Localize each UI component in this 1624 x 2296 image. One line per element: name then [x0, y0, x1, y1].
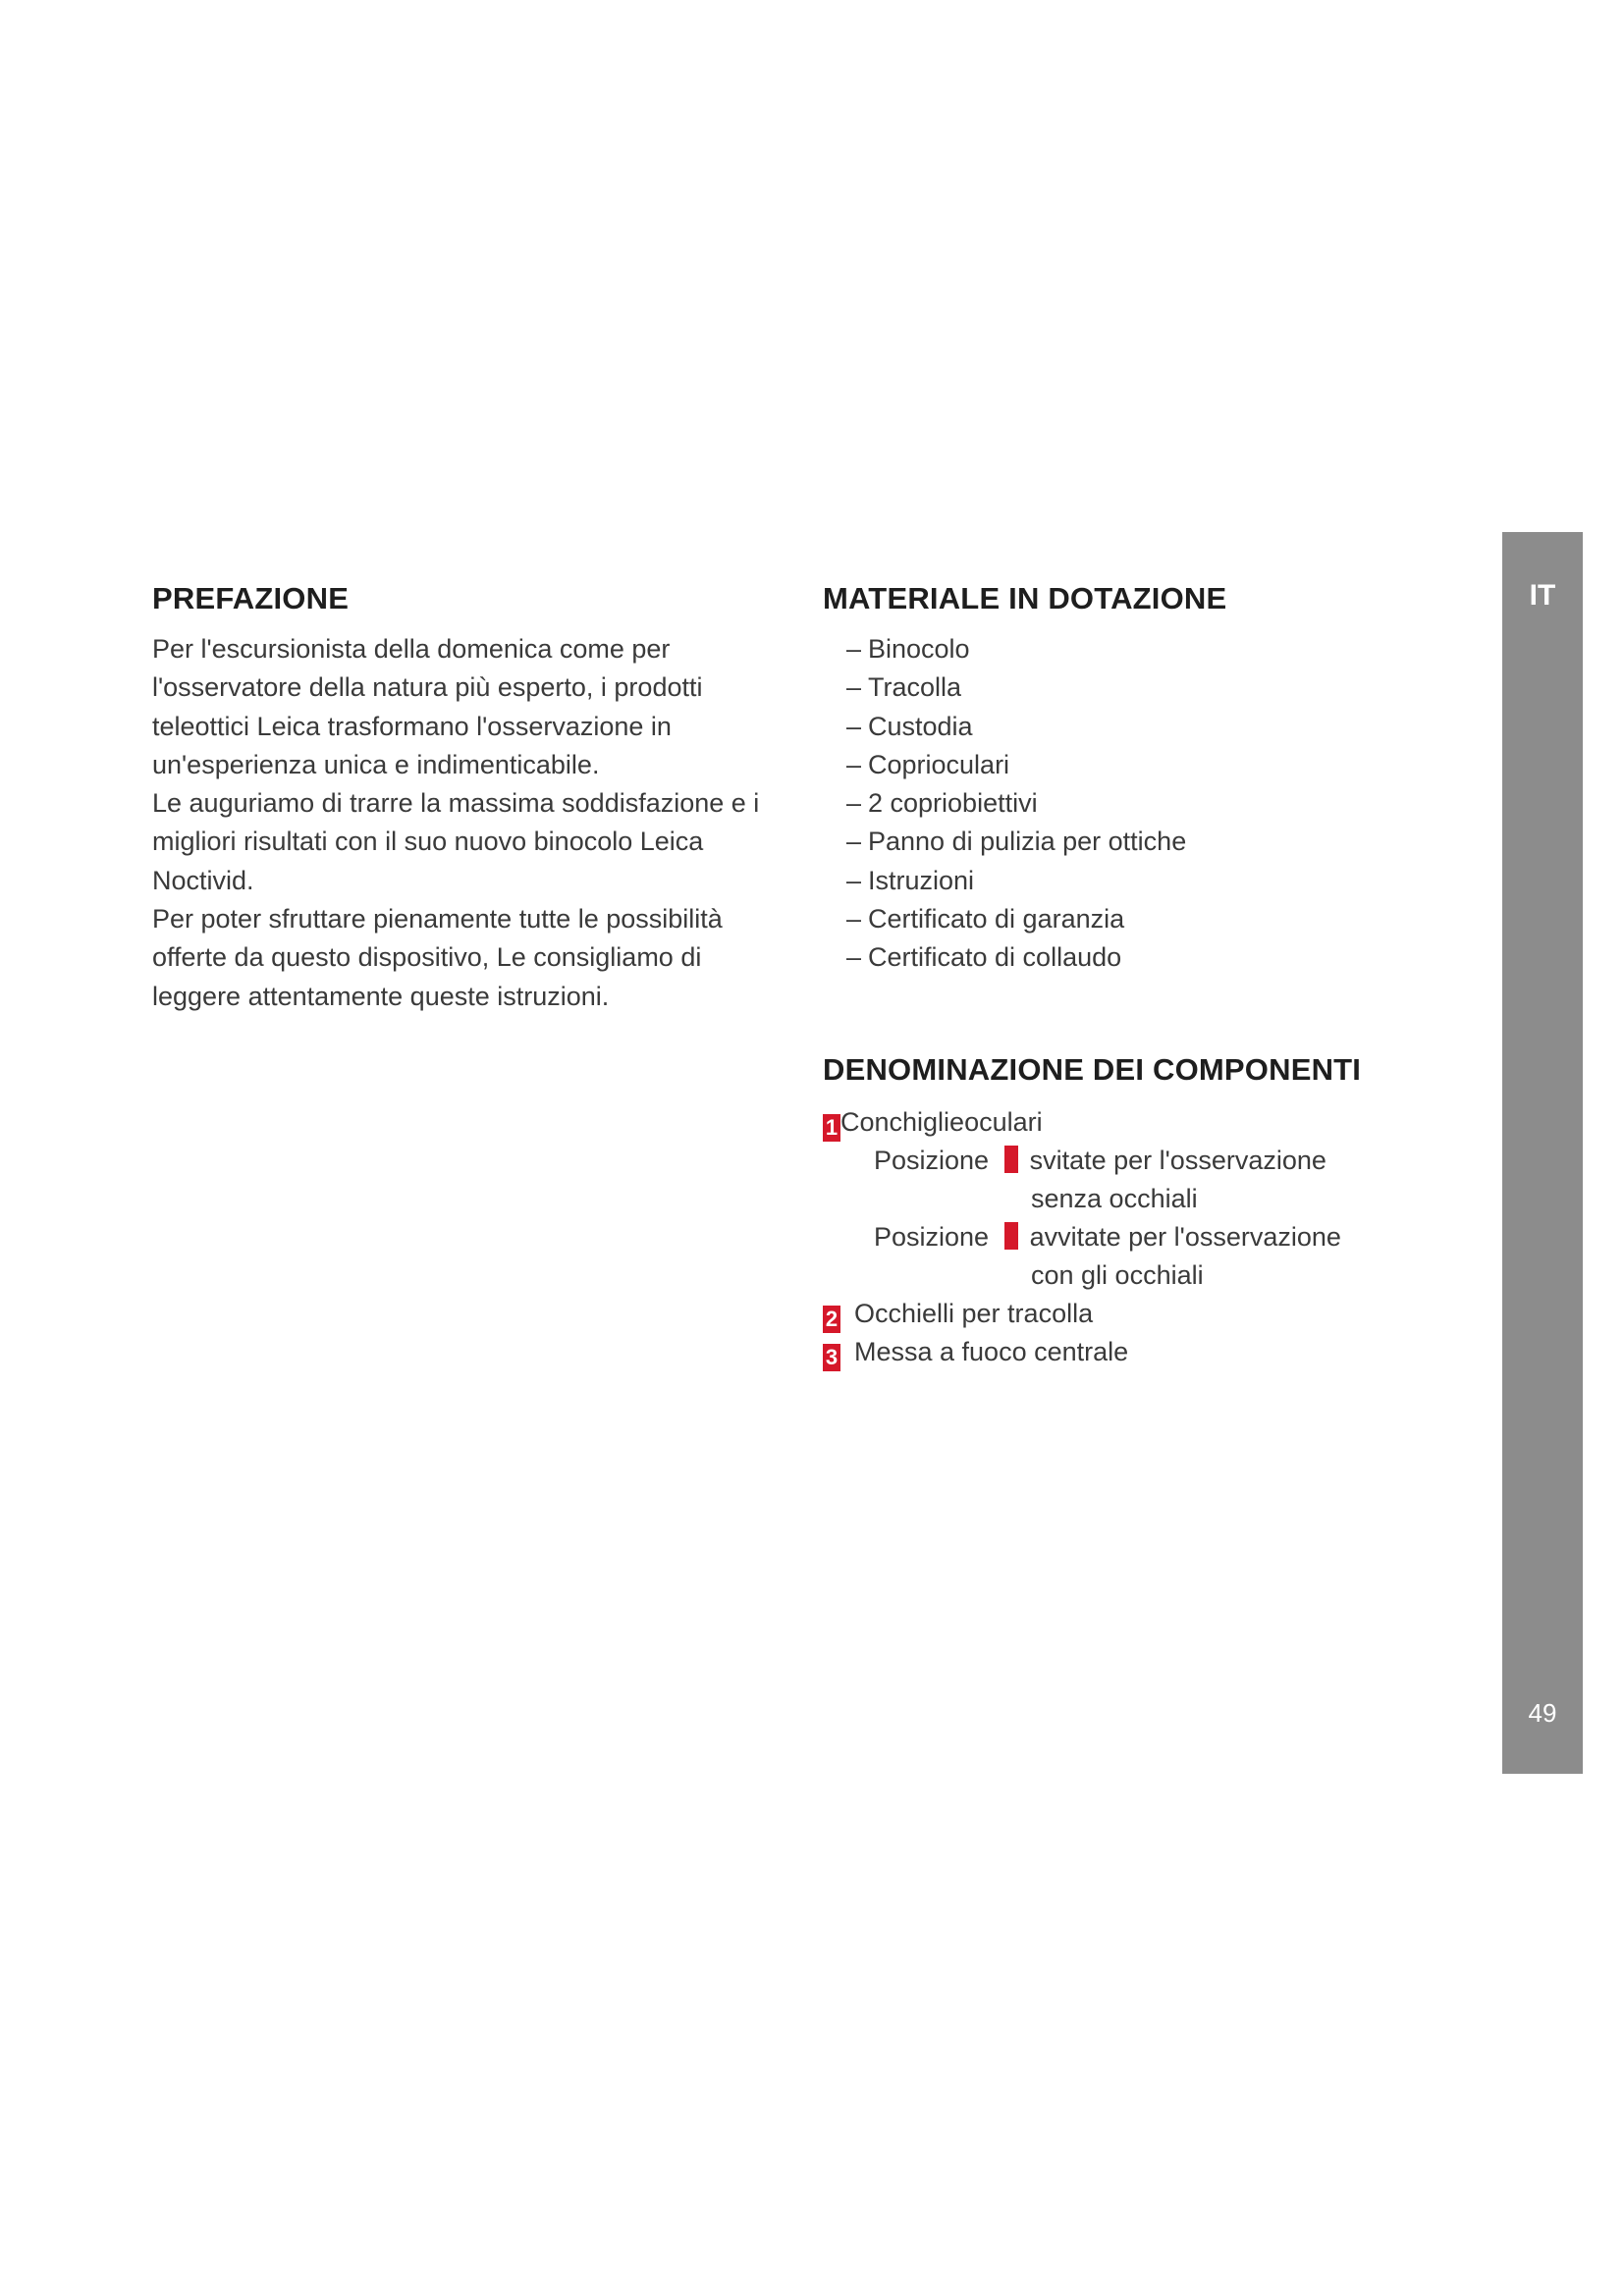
- number-badge: 1: [823, 1114, 840, 1142]
- preface-line: migliori risultati con il suo nuovo binocolo Leica: [152, 827, 704, 857]
- component-position-a: [874, 1142, 1326, 1180]
- component-item-3: [823, 1333, 1128, 1371]
- number-badge: 2: [823, 1306, 840, 1333]
- number-badge: 3: [823, 1344, 840, 1371]
- supply-item-label: Istruzioni: [868, 865, 975, 895]
- component-item-1: [823, 1103, 1043, 1142]
- dash-bullet: –: [846, 788, 862, 819]
- component-item-2: [823, 1295, 1093, 1333]
- supply-item-label: Panno di pulizia per ottiche: [868, 827, 1187, 857]
- component-label: Occhielli per tracolla: [854, 1299, 1094, 1328]
- list-item: [846, 708, 1337, 746]
- component-position-a-continued: senza occhiali: [1031, 1184, 1198, 1213]
- language-code: IT: [1529, 579, 1556, 612]
- list-item: [846, 823, 1337, 861]
- position-description: avvitate per l'osservazione: [1029, 1222, 1341, 1252]
- component-position-b: [874, 1218, 1341, 1256]
- list-item: [846, 784, 1337, 823]
- preface-body: [152, 630, 800, 1016]
- dash-bullet: –: [846, 634, 862, 664]
- list-item: [846, 630, 1337, 668]
- dash-bullet: –: [846, 942, 862, 973]
- component-position-b-continued: con gli occhiali: [1031, 1260, 1204, 1290]
- position-description: svitate per l'osservazione: [1029, 1146, 1326, 1175]
- dash-bullet: –: [846, 711, 862, 741]
- dash-bullet: –: [846, 827, 862, 857]
- supply-item-label: Custodia: [868, 711, 973, 741]
- position-label: Posizione: [874, 1222, 990, 1252]
- position-badge: [1004, 1222, 1018, 1250]
- list-item: [846, 862, 1337, 900]
- list-item: [846, 746, 1337, 784]
- preface-line: Noctivid.: [152, 865, 254, 895]
- list-item: [846, 938, 1337, 977]
- supply-item-label: Binocolo: [868, 634, 970, 664]
- supply-item-label: Certificato di garanzia: [868, 904, 1125, 934]
- preface-line: Per l'escursionista della domenica come per: [152, 634, 671, 664]
- preface-line: leggere attentamente queste istruzioni.: [152, 981, 610, 1011]
- dash-bullet: –: [846, 749, 862, 779]
- dash-bullet: –: [846, 904, 862, 934]
- dash-bullet: –: [846, 672, 862, 703]
- preface-line: l'osservatore della natura più esperto, i prodotti: [152, 672, 703, 703]
- supply-item-label: 2 copriobiettivi: [868, 788, 1038, 819]
- page-number: 49: [1528, 1698, 1557, 1728]
- preface-line: Le auguriamo di trarre la massima soddisfazione e i: [152, 788, 760, 819]
- position-label: Posizione: [874, 1146, 990, 1175]
- supply-list: [846, 630, 1337, 978]
- position-badge: [1004, 1146, 1018, 1173]
- supply-item-label: Coprioculari: [868, 749, 1010, 779]
- supply-heading: MATERIALE IN DOTAZIONE: [823, 581, 1227, 615]
- preface-line: offerte da questo dispositivo, Le consigliamo di: [152, 942, 702, 973]
- list-item: [846, 668, 1337, 707]
- preface-line: un'esperienza unica e indimenticabile.: [152, 749, 600, 779]
- components-heading: DENOMINAZIONE DEI COMPONENTI: [823, 1052, 1362, 1087]
- component-label: Messa a fuoco centrale: [854, 1337, 1129, 1366]
- preface-line: Per poter sfruttare pienamente tutte le possibilità: [152, 904, 723, 934]
- preface-heading: PREFAZIONE: [152, 581, 350, 615]
- preface-line: teleottici Leica trasformano l'osservazione in: [152, 711, 672, 741]
- component-label: Conchiglieoculari: [840, 1107, 1043, 1137]
- supply-item-label: Tracolla: [868, 672, 962, 703]
- dash-bullet: –: [846, 865, 862, 895]
- language-tab: [1502, 532, 1583, 1774]
- list-item: [846, 900, 1337, 938]
- supply-item-label: Certificato di collaudo: [868, 942, 1122, 973]
